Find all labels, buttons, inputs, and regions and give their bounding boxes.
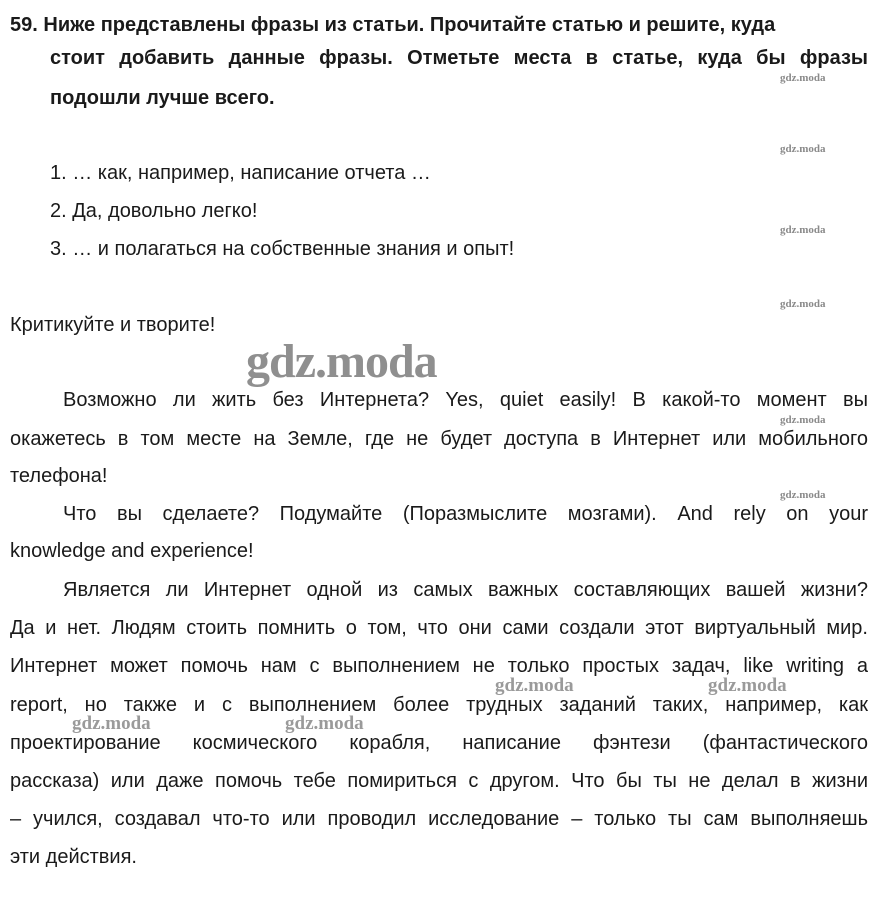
text-line: телефона! xyxy=(10,465,108,487)
article-title: Критикуйте и творите! xyxy=(10,314,216,336)
watermark: gdz.moda xyxy=(780,489,826,501)
text-line: report, но также и с выполнением более трудных заданий таких, например, как xyxy=(10,694,868,716)
phrase-1: 1. … как, например, написание отчета … xyxy=(50,162,431,184)
watermark: gdz.moda xyxy=(708,675,787,696)
text-line: окажетесь в том месте на Земле, где не будет доступа в Интернет или мобильного xyxy=(10,428,868,450)
phrase-3: 3. … и полагаться на собственные знания и опыт! xyxy=(50,238,515,260)
text-line: Интернет может помочь нам с выполнением не только простых задач, like writing a xyxy=(10,655,868,677)
text-line: рассказа) или даже помочь тебе помириться с другом. Что бы ты не делал в жизни xyxy=(10,770,868,792)
text-line: – учился, создавал что-то или проводил исследование – только ты сам выполняешь xyxy=(10,808,868,830)
text-line: Что вы сделаете? Подумайте (Поразмыслите мозгами). And rely on your xyxy=(63,503,868,525)
task-line-2: стоит добавить данные фразы. Отметьте места в статье, куда бы фразы xyxy=(50,47,868,69)
watermark: gdz.moda xyxy=(495,675,574,696)
watermark: gdz.moda xyxy=(780,414,826,426)
text-line: эти действия. xyxy=(10,846,137,868)
text-line: Возможно ли жить без Интернета? Yes, quiet easily! В какой-то момент вы xyxy=(63,389,868,411)
watermark: gdz.moda xyxy=(780,143,826,155)
text-line: Является ли Интернет одной из самых важных составляющих вашей жизни? xyxy=(63,579,868,601)
task-number: 59. xyxy=(10,14,38,36)
task-text: Ниже представлены фразы из статьи. Прочитайте статью и решите, куда xyxy=(43,14,776,36)
task-line-3: подошли лучше всего. xyxy=(50,87,275,109)
watermark: gdz.moda xyxy=(285,713,364,734)
task-line-1 xyxy=(10,13,868,37)
text-line: Да и нет. Людям стоить помнить о том, что они сами создали этот виртуальный мир. xyxy=(10,617,868,639)
watermark: gdz.moda xyxy=(780,298,826,310)
watermark-large: gdz.moda xyxy=(246,335,437,388)
watermark: gdz.moda xyxy=(72,713,151,734)
watermark: gdz.moda xyxy=(780,224,826,236)
phrase-2: 2. Да, довольно легко! xyxy=(50,200,258,222)
watermark: gdz.moda xyxy=(780,72,826,84)
text-line: проектирование космического корабля, написание фэнтези (фантастического xyxy=(10,732,868,754)
text-line: knowledge and experience! xyxy=(10,540,254,562)
